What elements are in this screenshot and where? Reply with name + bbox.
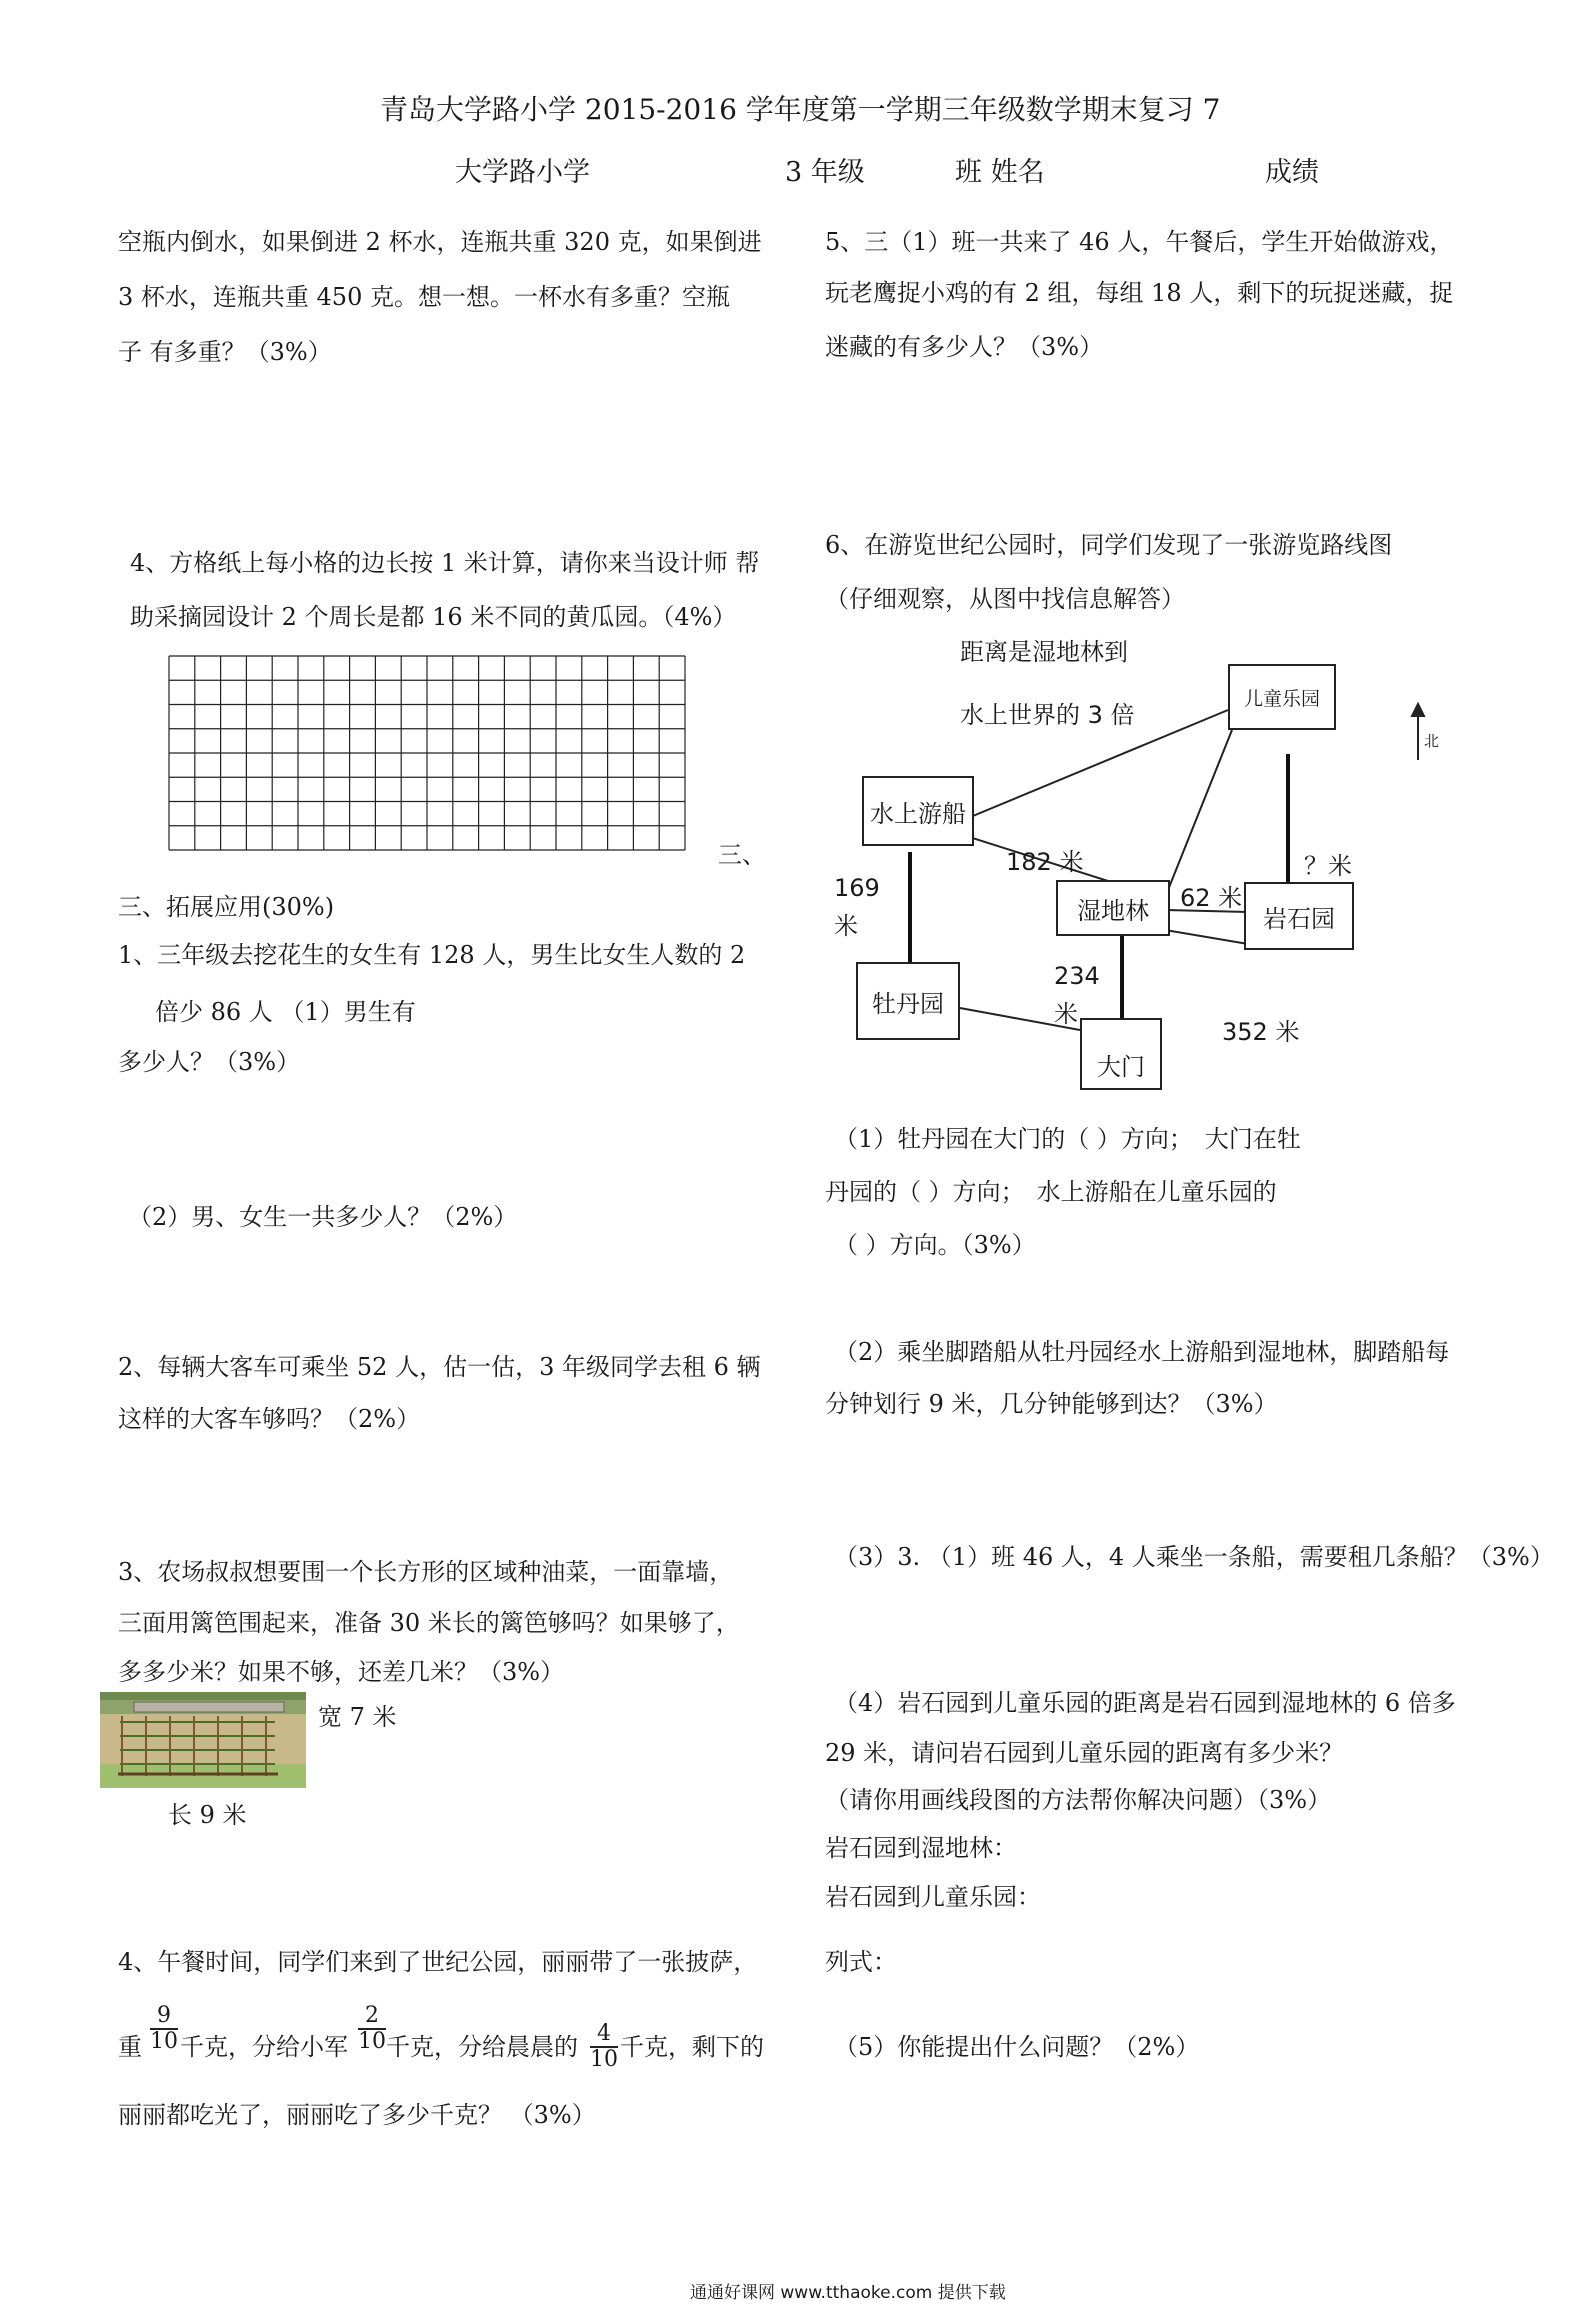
fraction-denominator: 10 bbox=[590, 2047, 618, 2072]
question-bottle-line: 3 杯水，连瓶共重 450 克。想一想。一杯水有多重？空瓶 bbox=[118, 283, 730, 311]
pizza-text-d: 千克，剩下的 bbox=[620, 2033, 764, 2061]
wetland-forest-box: 湿地林 bbox=[1056, 880, 1170, 936]
question-grid-line: 4、方格纸上每小格的边长按 1 米计算，请你来当设计师 帮 bbox=[130, 549, 760, 577]
score-label: 成绩 bbox=[1265, 157, 1319, 188]
grade-label: 3 年级 bbox=[785, 157, 865, 188]
question-pizza-line: 4、午餐时间，同学们来到了世纪公园，丽丽带了一张披萨， bbox=[118, 1948, 758, 1976]
question-6-1-line: 丹园的（ ）方向； 水上游船在儿童乐园的 bbox=[825, 1178, 1277, 1206]
question-6-4-line: 列式： bbox=[825, 1948, 897, 1976]
distance-boat-wetland: 182 米 bbox=[1006, 848, 1084, 876]
fraction-numerator: 9 bbox=[150, 2004, 178, 2030]
field-length-label: 长 9 米 bbox=[168, 1801, 247, 1829]
distance-wetland-rock: 62 米 bbox=[1180, 884, 1243, 912]
question-1-line: 1、三年级去挖花生的女生有 128 人，男生比女生人数的 2 bbox=[118, 941, 746, 969]
question-2-line: 这样的大客车够吗？（2%） bbox=[118, 1405, 421, 1433]
water-boat-box: 水上游船 bbox=[862, 776, 974, 846]
page-title: 青岛大学路小学 2015-2016 学年度第一学期三年级数学期末复习 7 bbox=[380, 93, 1221, 126]
north-arrow-head bbox=[1412, 704, 1424, 716]
north-label: 北 bbox=[1424, 732, 1440, 750]
question-6-2-line: 分钟划行 9 米，几分钟能够到达？（3%） bbox=[825, 1390, 1278, 1418]
question-3-line: 三面用篱笆围起来，准备 30 米长的篱笆够吗？如果够了， bbox=[118, 1609, 740, 1637]
question-6-4-line: 岩石园到湿地林： bbox=[825, 1834, 1017, 1862]
question-5-line: 迷藏的有多少人？（3%） bbox=[825, 333, 1104, 361]
pizza-text-a: 重 bbox=[118, 2033, 142, 2061]
distance-boat-peony: 169 bbox=[834, 874, 880, 902]
question-1-line: 倍少 86 人 （1）男生有 bbox=[155, 998, 416, 1026]
distance-gate-rock: 352 米 bbox=[1222, 1018, 1300, 1046]
distance-wetland-gate: 234 bbox=[1054, 962, 1100, 990]
question-6-4-line: （4）岩石园到儿童乐园的距离是岩石园到湿地林的 6 倍多 bbox=[834, 1689, 1456, 1717]
question-3-line: 3、农场叔叔想要围一个长方形的区域种油菜，一面靠墙， bbox=[118, 1558, 734, 1586]
question-6-1-line: （ ）方向。（3%） bbox=[834, 1231, 1036, 1259]
question-grid-line: 助采摘园设计 2 个周长是都 16 米不同的黄瓜园。（4%） bbox=[130, 603, 737, 631]
question-2-line: 2、每辆大客车可乘坐 52 人，估一估，3 年级同学去租 6 辆 bbox=[118, 1353, 761, 1381]
route-wetland-to-children-park bbox=[1168, 730, 1232, 890]
question-6-4-line: 29 米，请问岩石园到儿童乐园的距离有多少米？ bbox=[825, 1739, 1344, 1767]
fraction-numerator: 2 bbox=[358, 2004, 386, 2030]
pizza-text-b: 千克，分给小军 bbox=[180, 2033, 348, 2061]
question-3-line: 多多少米？如果不够，还差几米？（3%） bbox=[118, 1658, 565, 1686]
fraction-denominator: 10 bbox=[150, 2029, 178, 2054]
map-note-line: 距离是湿地林到 bbox=[960, 638, 1128, 666]
field-width-label: 宽 7 米 bbox=[318, 1703, 397, 1731]
question-6-2-line: （2）乘坐脚踏船从牡丹园经水上游船到湿地林，脚踏船每 bbox=[834, 1338, 1450, 1366]
fraction-numerator: 4 bbox=[590, 2022, 618, 2048]
peony-garden-box: 牡丹园 bbox=[856, 962, 960, 1040]
question-bottle-line: 空瓶内倒水，如果倒进 2 杯水，连瓶共重 320 克，如果倒进 bbox=[118, 228, 762, 256]
section-3-title: 三、拓展应用(30%) bbox=[118, 893, 335, 921]
fraction-denominator: 10 bbox=[358, 2029, 386, 2054]
question-5-line: 玩老鹰捉小鸡的有 2 组，每组 18 人，剩下的玩捉迷藏，捉 bbox=[825, 279, 1454, 307]
rock-garden-box: 岩石园 bbox=[1244, 882, 1354, 950]
question-1-line: 多少人？（3%） bbox=[118, 1048, 301, 1076]
question-1-part-2: （2）男、女生一共多少人？（2%） bbox=[128, 1203, 518, 1231]
distance-boat-peony-unit: 米 bbox=[834, 912, 858, 940]
question-6-4-line: 岩石园到儿童乐园： bbox=[825, 1883, 1041, 1911]
question-6-3: （3）3. （1）班 46 人，4 人乘坐一条船，需要租几条船？（3%） bbox=[834, 1543, 1554, 1571]
question-5-line: 5、三（1）班一共来了 46 人，午餐后，学生开始做游戏， bbox=[825, 228, 1454, 256]
question-bottle-line: 子 有多重？（3%） bbox=[118, 338, 332, 366]
question-pizza-line: 丽丽都吃光了，丽丽吃了多少千克？ （3%） bbox=[118, 2101, 596, 2129]
main-gate-box: 大门 bbox=[1080, 1018, 1162, 1090]
grid-side-mark: 三、 bbox=[718, 841, 766, 869]
map-note-line: 水上世界的 3 倍 bbox=[960, 701, 1135, 729]
question-6-line: （仔细观察，从图中找信息解答） bbox=[825, 585, 1185, 613]
distance-wetland-gate-unit: 米 bbox=[1054, 1000, 1078, 1028]
class-name-label: 班 姓名 bbox=[955, 157, 1045, 188]
school-name: 大学路小学 bbox=[455, 157, 590, 188]
distance-rock-children-park: ？米 bbox=[1304, 852, 1352, 880]
question-6-4-line: （请你用画线段图的方法帮你解决问题）（3%） bbox=[825, 1786, 1332, 1814]
footer-source: 通通好课网 www.tthaoke.com 提供下载 bbox=[690, 2283, 1006, 2303]
pizza-text-c: 千克，分给晨晨的 bbox=[386, 2033, 578, 2061]
question-6-1-line: （1）牡丹园在大门的（ ）方向； 大门在牡 bbox=[834, 1125, 1301, 1153]
children-park-box: 儿童乐园 bbox=[1228, 664, 1336, 730]
question-6-line: 6、在游览世纪公园时，同学们发现了一张游览路线图 bbox=[825, 531, 1393, 559]
question-6-5: （5）你能提出什么问题？（2%） bbox=[834, 2033, 1200, 2061]
